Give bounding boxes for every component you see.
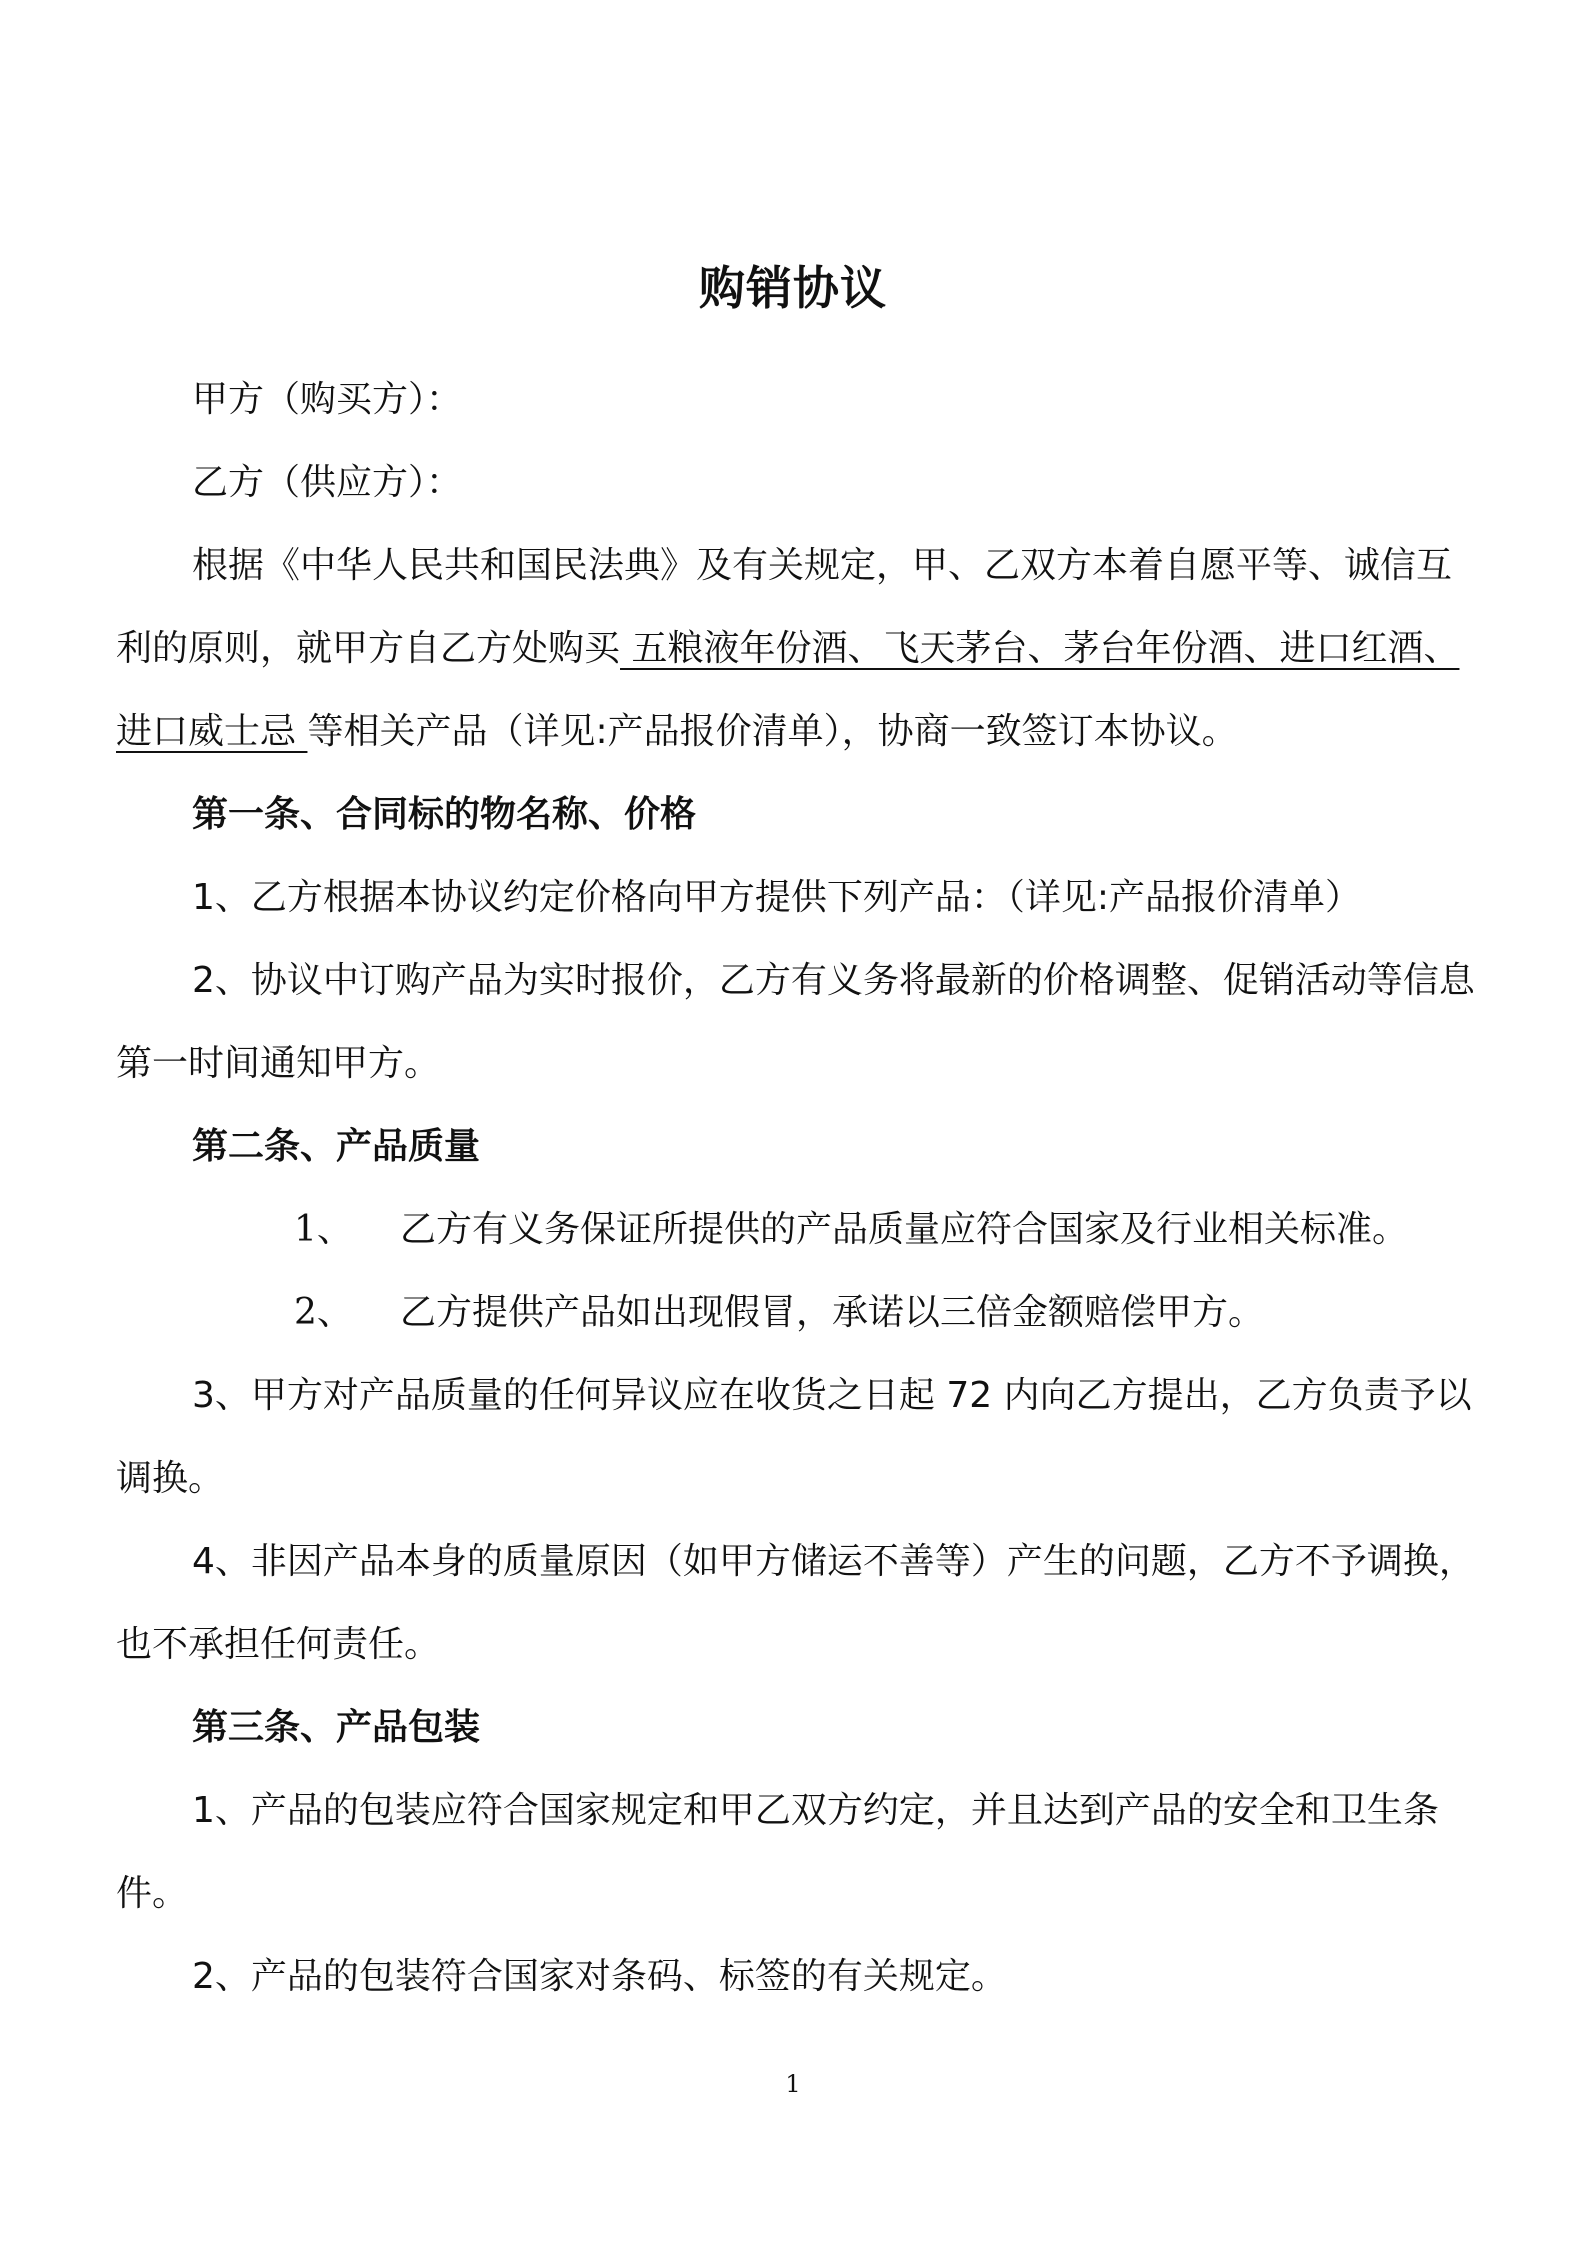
document-body bbox=[116, 358, 1484, 2018]
article-1-item-2: 2、协议中订购产品为实时报价，乙方有义务将最新的价格调整、促销活动等信息第一时间通知甲方。 bbox=[116, 960, 1475, 1084]
page-number: 1 bbox=[785, 2070, 801, 2098]
article-1-item-1: 1、乙方根据本协议约定价格向甲方提供下列产品：（详见:产品报价清单） bbox=[192, 877, 1362, 918]
article-3-item-2: 2、产品的包装符合国家对条码、标签的有关规定。 bbox=[192, 1956, 1007, 1997]
article-3-item-1: 1、产品的包装应符合国家规定和甲乙双方约定，并且达到产品的安全和卫生条件。 bbox=[116, 1790, 1439, 1914]
article-2-numbered-item-2 bbox=[116, 1271, 1484, 1354]
intro-paragraph bbox=[116, 524, 1484, 773]
item-number: 2、 bbox=[294, 1292, 353, 1333]
article-2-item-4: 4、非因产品本身的质量原因（如甲方储运不善等）产生的问题，乙方不予调换，也不承担任何责任。 bbox=[116, 1541, 1475, 1665]
intro-text-after: 等相关产品（详见:产品报价清单），协商一致签订本协议。 bbox=[307, 711, 1238, 752]
article-2-numbered-item-1 bbox=[116, 1188, 1484, 1271]
article-3-heading: 第三条、产品包装 bbox=[192, 1707, 481, 1748]
article-2-heading: 第二条、产品质量 bbox=[192, 1126, 481, 1167]
intro-text-before: 根据《中华人民共和国民法典》及有关规定，甲、乙双方本着自愿平等、诚信互利的原则，就甲方自乙方处购买 bbox=[116, 545, 1453, 669]
item-text: 乙方有义务保证所提供的产品质量应符合国家及行业相关标准。 bbox=[400, 1209, 1409, 1250]
party-b-line: 乙方（供应方）： bbox=[192, 462, 463, 503]
item-text: 乙方提供产品如出现假冒，承诺以三倍金额赔偿甲方。 bbox=[400, 1292, 1265, 1333]
article-1-heading: 第一条、合同标的物名称、价格 bbox=[192, 794, 697, 835]
product-list-underlined: 五粮液年份酒、飞天茅台、茅台年份酒、进口红酒、进口威士忌 bbox=[116, 628, 1460, 752]
item-number: 1、 bbox=[294, 1209, 353, 1250]
document-title: 购销协议 bbox=[699, 261, 887, 315]
article-2-item-3: 3、甲方对产品质量的任何异议应在收货之日起 72 内向乙方提出，乙方负责予以调换。 bbox=[116, 1375, 1472, 1499]
party-a-line: 甲方（购买方）： bbox=[192, 379, 463, 420]
